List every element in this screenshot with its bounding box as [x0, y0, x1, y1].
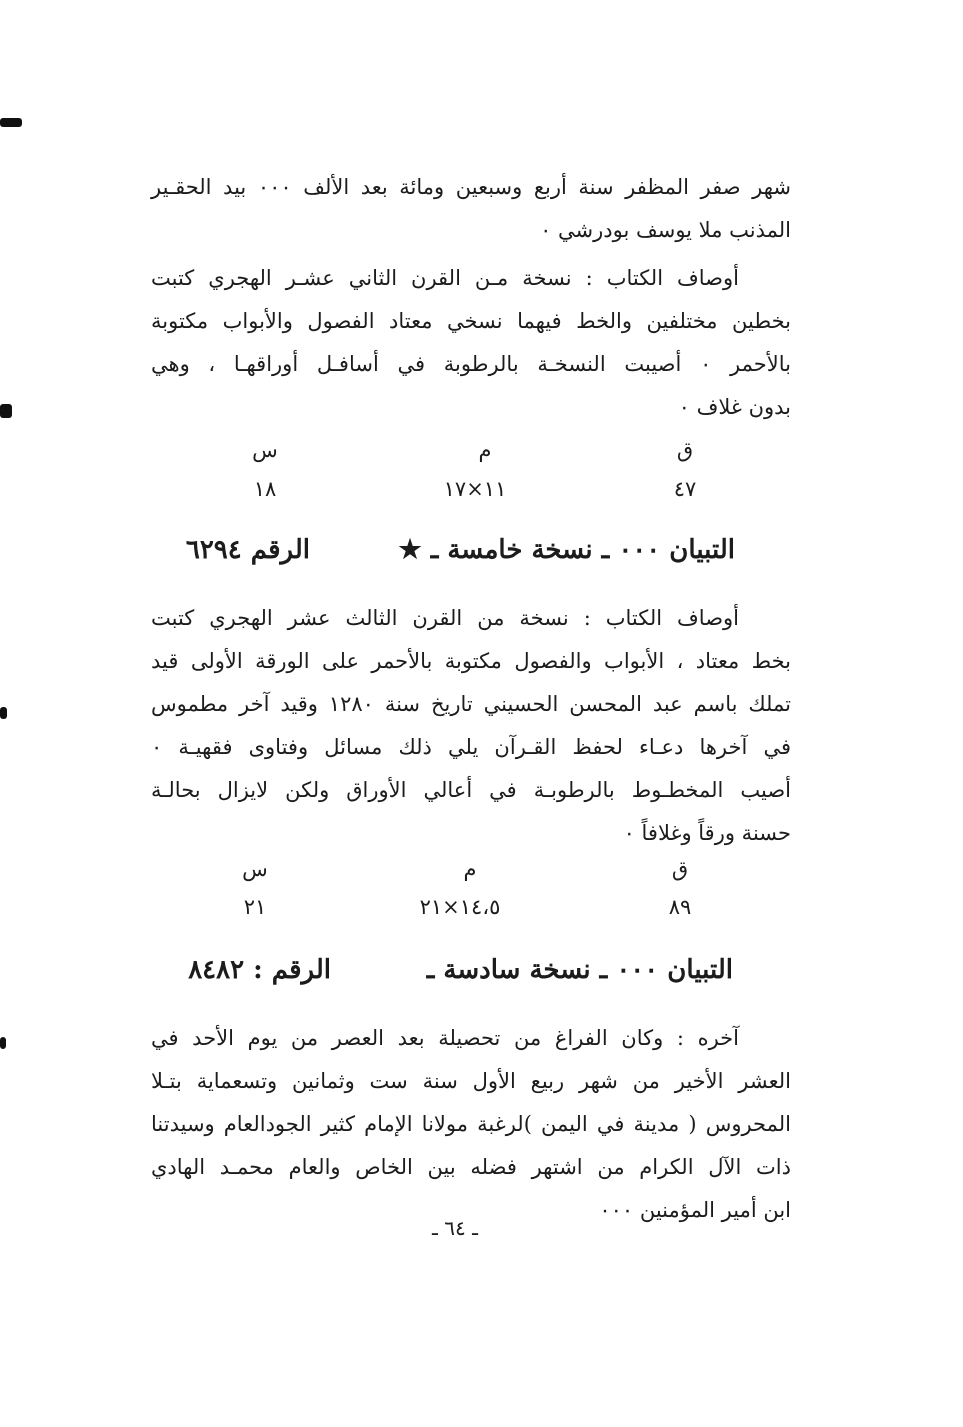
header-lines: س: [242, 857, 268, 881]
heading-title: التبيان ٠٠٠ ـ نسخة سادسة ـ: [426, 955, 733, 985]
text-line: شهر صفر المظفر سنة أربع وسبعين ومائة بعد الألف ٠٠٠ بيد الحقـير: [151, 175, 791, 199]
header-size: م: [463, 857, 477, 881]
header-lines: س: [252, 438, 278, 462]
text-line: بخطين مختلفين والخط فيهما نسخي معتاد الفصول والأبواب مكتوبة: [151, 309, 791, 333]
text-line: ذات الآل الكرام من اشتهر فضله بين الخاص والعام محمـد الهادي: [151, 1155, 791, 1179]
text-line: بالأحمر ٠ أصيبت النسخـة بالرطوبة في أسافـل أوراقهـا ، وهي: [151, 352, 791, 376]
text-line: بدون غلاف ٠: [678, 395, 791, 419]
header-folios: ق: [671, 857, 689, 881]
value-lines: ١٨: [253, 477, 277, 501]
text-line: في آخرها دعـاء لحفظ القـرآن يلي ذلك مسائل وفتاوى فقهيـة ٠: [151, 735, 791, 759]
heading-number: الرقم ٦٢٩٤: [185, 535, 310, 565]
value-folios: ٤٧: [673, 477, 697, 501]
value-lines: ٢١: [243, 895, 267, 919]
paragraph-colophon-end: [151, 166, 791, 252]
text-line: المذنب ملا يوسف بودرشي ٠: [540, 218, 791, 242]
text-line: أصيب المخطـوط بالرطوبـة في أعالي الأوراق ولكن لايزال بحالـة: [151, 778, 791, 802]
text-line: بخط معتاد ، الأبواب والفصول مكتوبة بالأحمر على الورقة الأولى قيد: [151, 649, 791, 673]
paragraph-colophon-6: [151, 1017, 791, 1232]
value-folios: ٨٩: [668, 895, 692, 919]
scan-edge-mark: [0, 404, 12, 418]
text-line: ابن أمير المؤمنين ٠٠٠: [599, 1198, 791, 1222]
measurements-header-row: [0, 435, 963, 465]
measurements-value-row: [0, 892, 963, 922]
value-size: ١١×١٧: [443, 477, 507, 501]
header-folios: ق: [676, 438, 694, 462]
paragraph-description-4: [151, 257, 791, 429]
measurements-header-row: [0, 854, 963, 884]
paragraph-description-5: [151, 597, 791, 855]
measurements-value-row: [0, 474, 963, 504]
text-line: تملك باسم عبد المحسن الحسيني تاريخ سنة ١٢٨٠ وقيد آخر مطموس: [151, 692, 791, 716]
text-line: أوصاف الكتاب : نسخة مـن القرن الثاني عشـر الهجري كتبت: [151, 266, 739, 290]
section-heading-copy-5: [0, 530, 963, 570]
scan-edge-mark: [0, 1037, 6, 1049]
heading-number: الرقم : ٨٤٨٢: [188, 955, 331, 985]
section-heading-copy-6: [0, 950, 963, 990]
text-line: حسنة ورقاً وغلافاً ٠: [623, 821, 791, 845]
scan-edge-mark: [0, 707, 7, 719]
text-line: العشر الأخير من شهر ربيع الأول سنة ست وثمانين وتسعماية بتـلا: [151, 1069, 791, 1093]
heading-title: التبيان ٠٠٠ ـ نسخة خامسة ـ ★: [398, 535, 735, 565]
scan-edge-mark: [0, 118, 22, 127]
text-line: أوصاف الكتاب : نسخة من القرن الثالث عشر الهجري كتبت: [151, 606, 739, 630]
header-size: م: [478, 438, 492, 462]
text-line: آخره : وكان الفراغ من تحصيلة بعد العصر من يوم الأحد في: [151, 1026, 739, 1050]
text-line: المحروس ( مدينة في اليمن )لرغبة مولانا الإمام كثير الجودالعام وسيدتنا: [151, 1112, 791, 1136]
page-number: ـ ٦٤ ـ: [432, 1216, 478, 1240]
value-size: ١٤،٥×٢١: [419, 895, 501, 919]
